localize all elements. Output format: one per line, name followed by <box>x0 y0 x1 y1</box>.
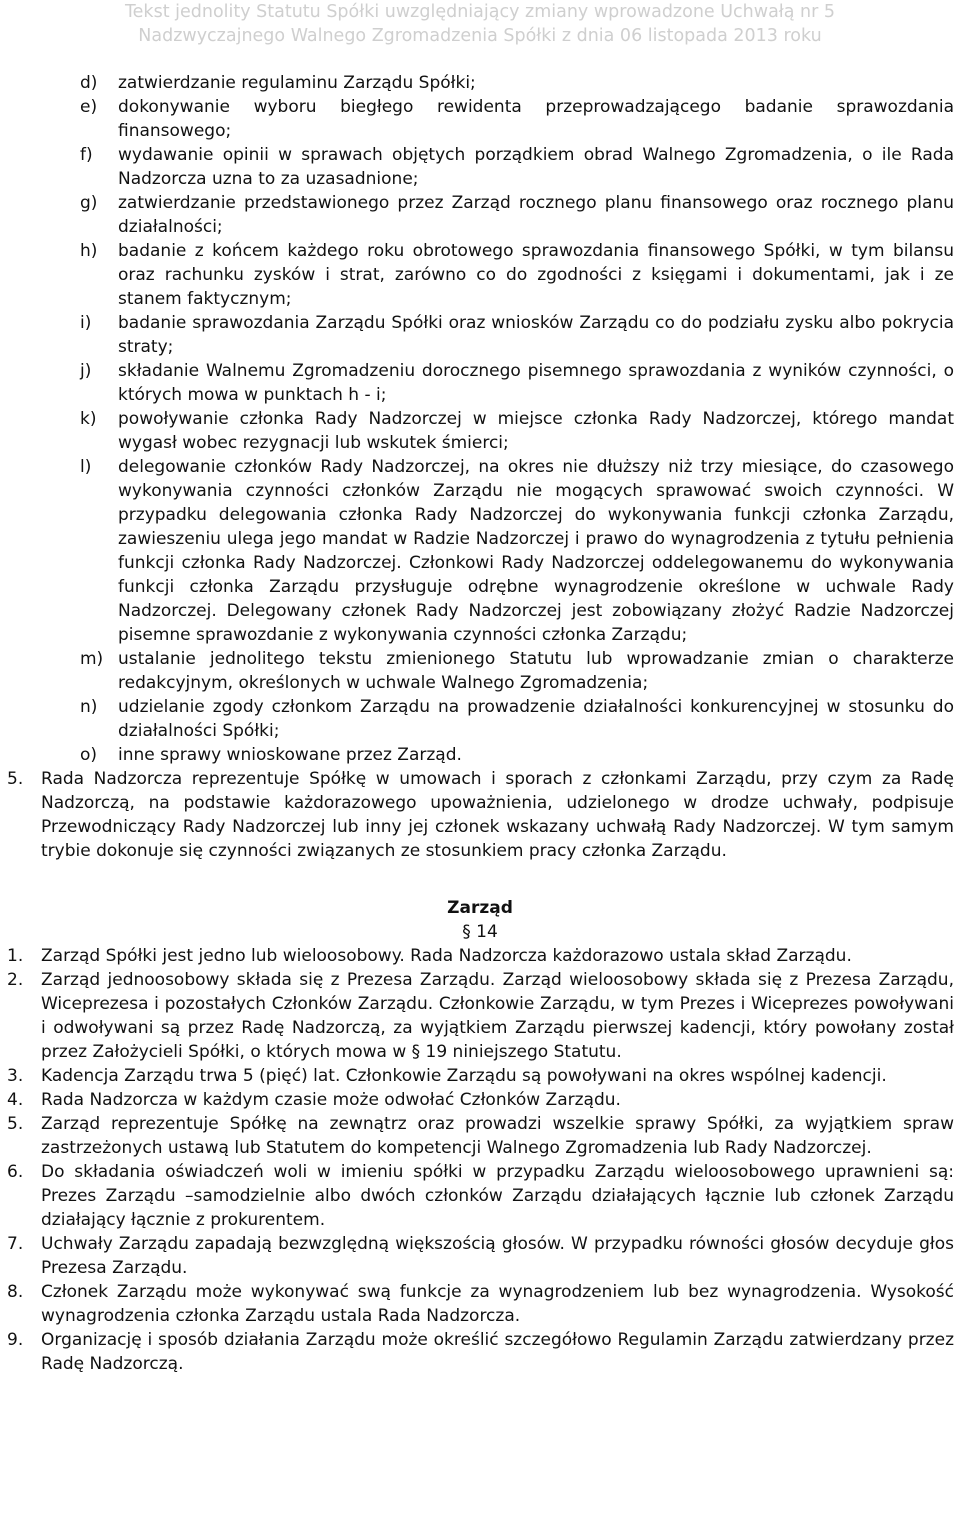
list-item-text: powoływanie członka Rady Nadzorczej w miejsce członka Rady Nadzorczej, którego mandat wygasł wobec rezygnacji lub wskutek śmierci; <box>118 409 954 453</box>
list-item-text: Zarząd reprezentuje Spółkę na zewnątrz oraz prowadzi wszelkie sprawy Spółki, za wyjątkiem spraw zastrzeżonych ustawą lub Statutem do kompetencji Walnego Zgromadzenia lub Rady Nadzorczej. <box>41 1114 954 1158</box>
numbered-item <box>0 1232 960 1280</box>
list-marker: i) <box>80 313 92 333</box>
list-marker: g) <box>80 193 98 213</box>
document-body <box>0 71 960 1376</box>
list-marker: o) <box>80 745 98 765</box>
list-item-text: dokonywanie wyboru biegłego rewidenta przeprowadzającego badanie sprawozdania finansowego; <box>118 97 954 141</box>
list-item <box>0 239 960 311</box>
point-5-block <box>0 767 960 863</box>
list-item <box>0 407 960 455</box>
list-item-text: Organizację i sposób działania Zarządu może określić szczegółowo Regulamin Zarządu zatwierdzany przez Radę Nadzorczą. <box>41 1330 954 1374</box>
list-item-text: Do składania oświadczeń woli w imieniu spółki w przypadku Zarządu wieloosobowego uprawnieni są: Prezes Zarządu –samodzielnie albo dwóch członków Zarządu działających łącznie lub członek Zarządu działający łącznie z prokurentem. <box>41 1162 954 1230</box>
list-marker: 3. <box>7 1066 24 1086</box>
list-item-text: delegowanie członków Rady Nadzorczej, na okres nie dłuższy niż trzy miesiące, do czasowego wykonywania czynności członków Zarządu nie mogących sprawować swoich czynności. W przypadku delegowania członka Rady Nadzorczej do wykonywania funkcji członka Zarządu, zawieszeniu ulega jego mandat w Radzie Nadzorczej i prawo do wynagrodzenia z tytułu pełnienia funkcji członka Rady Nadzorczej. Członkowi Rady Nadzorczej oddelegowanemu do wykonywania funkcji członka Zarządu przysługuje odrębne wynagrodzenie określone w uchwale Rady Nadzorczej. Delegowany członek Rady Nadzorczej jest zobowiązany złożyć Radzie Nadzorczej pisemne sprawozdanie z wykonywania czynności członka Zarządu; <box>118 457 954 645</box>
numbered-item <box>0 1328 960 1376</box>
list-item <box>0 695 960 743</box>
list-item-text: wydawanie opinii w sprawach objętych porządkiem obrad Walnego Zgromadzenia, o ile Rada Nadzorcza uzna to za uzasadnione; <box>118 145 954 189</box>
list-item <box>0 191 960 239</box>
watermark-header <box>0 0 960 48</box>
list-item-text: Kadencja Zarządu trwa 5 (pięć) lat. Członkowie Zarządu są powoływani na okres wspólnej kadencji. <box>41 1066 887 1086</box>
list-item-text: Uchwały Zarządu zapadają bezwzględną większością głosów. W przypadku równości głosów decyduje głos Prezesa Zarządu. <box>41 1234 954 1278</box>
list-item <box>0 647 960 695</box>
list-item-text: ustalanie jednolitego tekstu zmienionego Statutu lub wprowadzanie zmian o charakterze redakcyjnym, określonych w uchwale Walnego Zgromadzenia; <box>118 649 954 693</box>
list-item-text: inne sprawy wnioskowane przez Zarząd. <box>118 745 462 765</box>
numbered-item <box>0 767 960 863</box>
list-marker: e) <box>80 97 98 117</box>
list-item <box>0 455 960 647</box>
numbered-item <box>0 1088 960 1112</box>
list-item <box>0 143 960 191</box>
list-marker: 1. <box>7 946 24 966</box>
list-marker: j) <box>80 361 92 381</box>
list-item-text: zatwierdzanie regulaminu Zarządu Spółki; <box>118 73 476 93</box>
section-title: Zarząd <box>447 898 513 918</box>
numbered-item <box>0 1280 960 1328</box>
list-item <box>0 359 960 407</box>
list-marker: 6. <box>7 1162 24 1182</box>
supervisory-board-duties-list <box>0 71 960 767</box>
list-item <box>0 743 960 767</box>
list-marker: l) <box>80 457 92 477</box>
list-marker: n) <box>80 697 98 717</box>
list-item <box>0 95 960 143</box>
list-item-text: zatwierdzanie przedstawionego przez Zarząd rocznego planu finansowego oraz rocznego planu działalności; <box>118 193 954 237</box>
list-item-text: Zarząd jednoosobowy składa się z Prezesa Zarządu. Zarząd wieloosobowy składa się z Prezesa Zarządu, Wiceprezesa i pozostałych Członków Zarządu. Członkowie Zarządu, w tym Prezes i Wiceprezes powoływani i odwoływani są przez Radę Nadzorczą, za wyjątkiem Zarządu pierwszej kadencji, który powołany został przez Założycieli Spółki, o których mowa w § 19 niniejszego Statutu. <box>41 970 954 1062</box>
list-marker: f) <box>80 145 93 165</box>
list-item-text: badanie sprawozdania Zarządu Spółki oraz wniosków Zarządu co do podziału zysku albo pokrycia straty; <box>118 313 954 357</box>
list-marker: k) <box>80 409 97 429</box>
list-item-text: Zarząd Spółki jest jedno lub wieloosobowy. Rada Nadzorcza każdorazowo ustala skład Zarządu. <box>41 946 852 966</box>
paragraph-number: § 14 <box>462 922 498 942</box>
list-item-text: Rada Nadzorcza reprezentuje Spółkę w umowach i sporach z członkami Zarządu, przy czym za Radę Nadzorczą, na podstawie każdorazowego upoważnienia, udzielonego w drodze uchwały, podpisuje Przewodniczący Rady Nadzorczej lub inny jej członek wskazany uchwałą Rady Nadzorczej. W tym samym trybie dokonuje się czynności związanych ze stosunkiem pracy członka Zarządu. <box>41 769 954 861</box>
list-marker: 2. <box>7 970 24 990</box>
list-marker: 5. <box>7 1114 24 1134</box>
header-line-1: Tekst jednolity Statutu Spółki uwzględniający zmiany wprowadzone Uchwałą nr 5 <box>124 2 836 22</box>
numbered-item <box>0 944 960 968</box>
numbered-item <box>0 1160 960 1232</box>
list-marker: 9. <box>7 1330 24 1350</box>
header-line-2: Nadzwyczajnego Walnego Zgromadzenia Spółki z dnia 06 listopada 2013 roku <box>138 26 822 46</box>
management-board-list <box>0 944 960 1376</box>
list-marker: 5. <box>7 769 24 789</box>
list-item-text: Członek Zarządu może wykonywać swą funkcje za wynagrodzeniem lub bez wynagrodzenia. Wysokość wynagrodzenia członka Zarządu ustala Rada Nadzorcza. <box>41 1282 954 1326</box>
numbered-item <box>0 968 960 1064</box>
list-marker: 8. <box>7 1282 24 1302</box>
list-marker: m) <box>80 649 104 669</box>
list-item-text: badanie z końcem każdego roku obrotowego sprawozdania finansowego Spółki, w tym bilansu oraz rachunku zysków i strat, zarówno co do zgodności z księgami i dokumentami, jak i ze stanem faktycznym; <box>118 241 954 309</box>
list-marker: d) <box>80 73 98 93</box>
list-item-text: udzielanie zgody członkom Zarządu na prowadzenie działalności konkurencyjnej w stosunku do działalności Spółki; <box>118 697 954 741</box>
list-marker: 4. <box>7 1090 24 1110</box>
list-marker: h) <box>80 241 98 261</box>
numbered-item <box>0 1112 960 1160</box>
list-marker: 7. <box>7 1234 24 1254</box>
list-item-text: składanie Walnemu Zgromadzeniu dorocznego pisemnego sprawozdania z wyników czynności, o których mowa w punktach h - i; <box>118 361 954 405</box>
numbered-item <box>0 1064 960 1088</box>
list-item <box>0 71 960 95</box>
list-item <box>0 311 960 359</box>
list-item-text: Rada Nadzorcza w każdym czasie może odwołać Członków Zarządu. <box>41 1090 621 1110</box>
